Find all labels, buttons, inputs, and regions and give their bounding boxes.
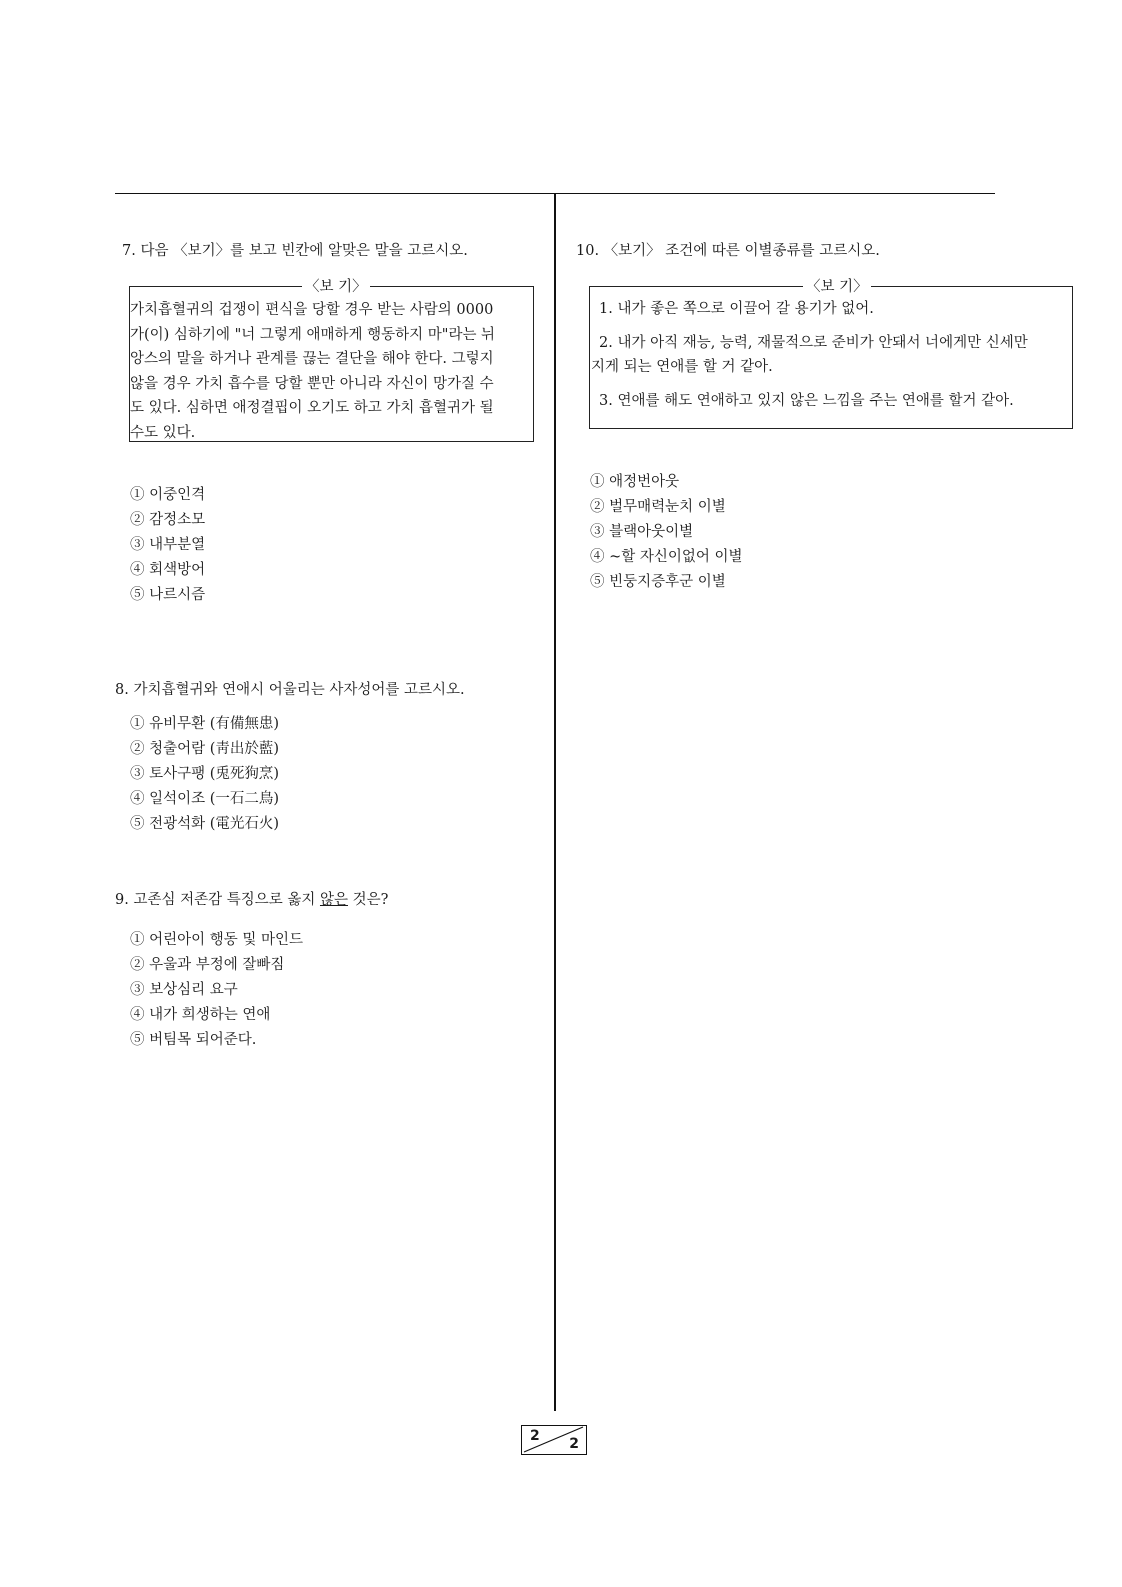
option-item[interactable]: ② 청출어람 (靑出於藍) [130, 741, 280, 757]
option-item[interactable]: ④ 회색방어 [130, 562, 206, 578]
q10-bogi-item-3: 3. 연애를 해도 연애하고 있지 않은 느낌을 주는 연애를 할거 같아. [599, 393, 1014, 409]
current-page: 2 [530, 1428, 540, 1444]
option-item[interactable]: ③ 토사구팽 (兎死狗烹) [130, 766, 280, 782]
page-number-box [521, 1425, 587, 1455]
q7-bogi-line: 수도 있다. [130, 424, 196, 441]
q9-underlined-word: 않은 [319, 892, 348, 908]
option-item[interactable]: ① 이중인격 [130, 487, 206, 503]
q9-options [130, 928, 303, 1053]
option-item[interactable]: ⑤ 나르시즘 [130, 587, 206, 603]
option-item[interactable]: ① 유비무환 (有備無患) [130, 716, 280, 732]
q10-bogi-box [589, 286, 1073, 429]
option-item[interactable]: ⑤ 전광석화 (電光石火) [130, 816, 280, 832]
option-item[interactable]: ③ 보상심리 요구 [130, 982, 238, 998]
option-item[interactable]: ③ 블랙아웃이별 [590, 524, 694, 540]
option-item[interactable]: ③ 내부분열 [130, 537, 206, 553]
option-item[interactable]: ④ ~할 자신이없어 이별 [590, 549, 743, 565]
q10-bogi-label: 〈보 기〉 [803, 278, 871, 296]
q9-text-post: 것은? [347, 892, 389, 908]
q7-options [130, 483, 205, 608]
option-item[interactable]: ① 어린아이 행동 및 마인드 [130, 932, 304, 948]
q7-bogi-line: 가치흡혈귀의 겁쟁이 편식을 당할 경우 받는 사람의 0000 [130, 302, 494, 318]
question-8: 8. 가치흡혈귀와 연애시 어울리는 사자성어를 고르시오. [115, 682, 465, 698]
option-item[interactable]: ⑤ 빈둥지증후군 이별 [590, 574, 726, 590]
option-item[interactable]: ② 벌무매력눈치 이별 [590, 499, 726, 515]
q10-bogi-item-2: 2. 내가 아직 재능, 능력, 재물적으로 준비가 안돼서 너에게만 신세만 [599, 335, 1028, 351]
q10-bogi-item-1: 1. 내가 좋은 쪽으로 이끌어 갈 용기가 없어. [599, 301, 874, 317]
question-7: 7. 다음 〈보기〉를 보고 빈칸에 알맞은 말을 고르시오. [122, 243, 468, 259]
q7-bogi-box [129, 286, 534, 442]
option-item[interactable]: ② 우울과 부정에 잘빠짐 [130, 957, 285, 973]
q7-bogi-line: 않을 경우 가치 흡수를 당할 뿐만 아니라 자신이 망가질 수 [130, 375, 494, 392]
q8-options [130, 712, 279, 837]
option-item[interactable]: ① 애정번아웃 [590, 474, 680, 490]
q7-bogi-line: 앙스의 말을 하거나 관계를 끊는 결단을 해야 한다. 그렇지 [130, 351, 494, 367]
option-item[interactable]: ② 감정소모 [130, 512, 206, 528]
question-9 [115, 890, 388, 910]
q10-options [590, 470, 743, 595]
option-item[interactable]: ④ 내가 희생하는 연애 [130, 1007, 271, 1023]
q7-bogi-line: 도 있다. 심하면 애정결핍이 오기도 하고 가치 흡혈귀가 될 [130, 400, 494, 416]
option-item[interactable]: ⑤ 버팀목 되어준다. [130, 1032, 257, 1048]
q7-bogi-label: 〈보 기〉 [302, 278, 370, 296]
q7-bogi-line: 가(이) 심하기에 "너 그렇게 애매하게 행동하지 마"라는 뉘 [130, 326, 496, 343]
q9-text-pre: 9. 고존심 저존감 특징으로 옳지 [115, 892, 320, 908]
total-pages: 2 [569, 1436, 579, 1452]
question-10: 10. 〈보기〉 조건에 따른 이별종류를 고르시오. [576, 243, 880, 259]
q10-bogi-item-2-cont: 지게 되는 연애를 할 거 같아. [591, 359, 773, 375]
column-divider [554, 193, 556, 1411]
option-item[interactable]: ④ 일석이조 (一石二鳥) [130, 791, 280, 807]
